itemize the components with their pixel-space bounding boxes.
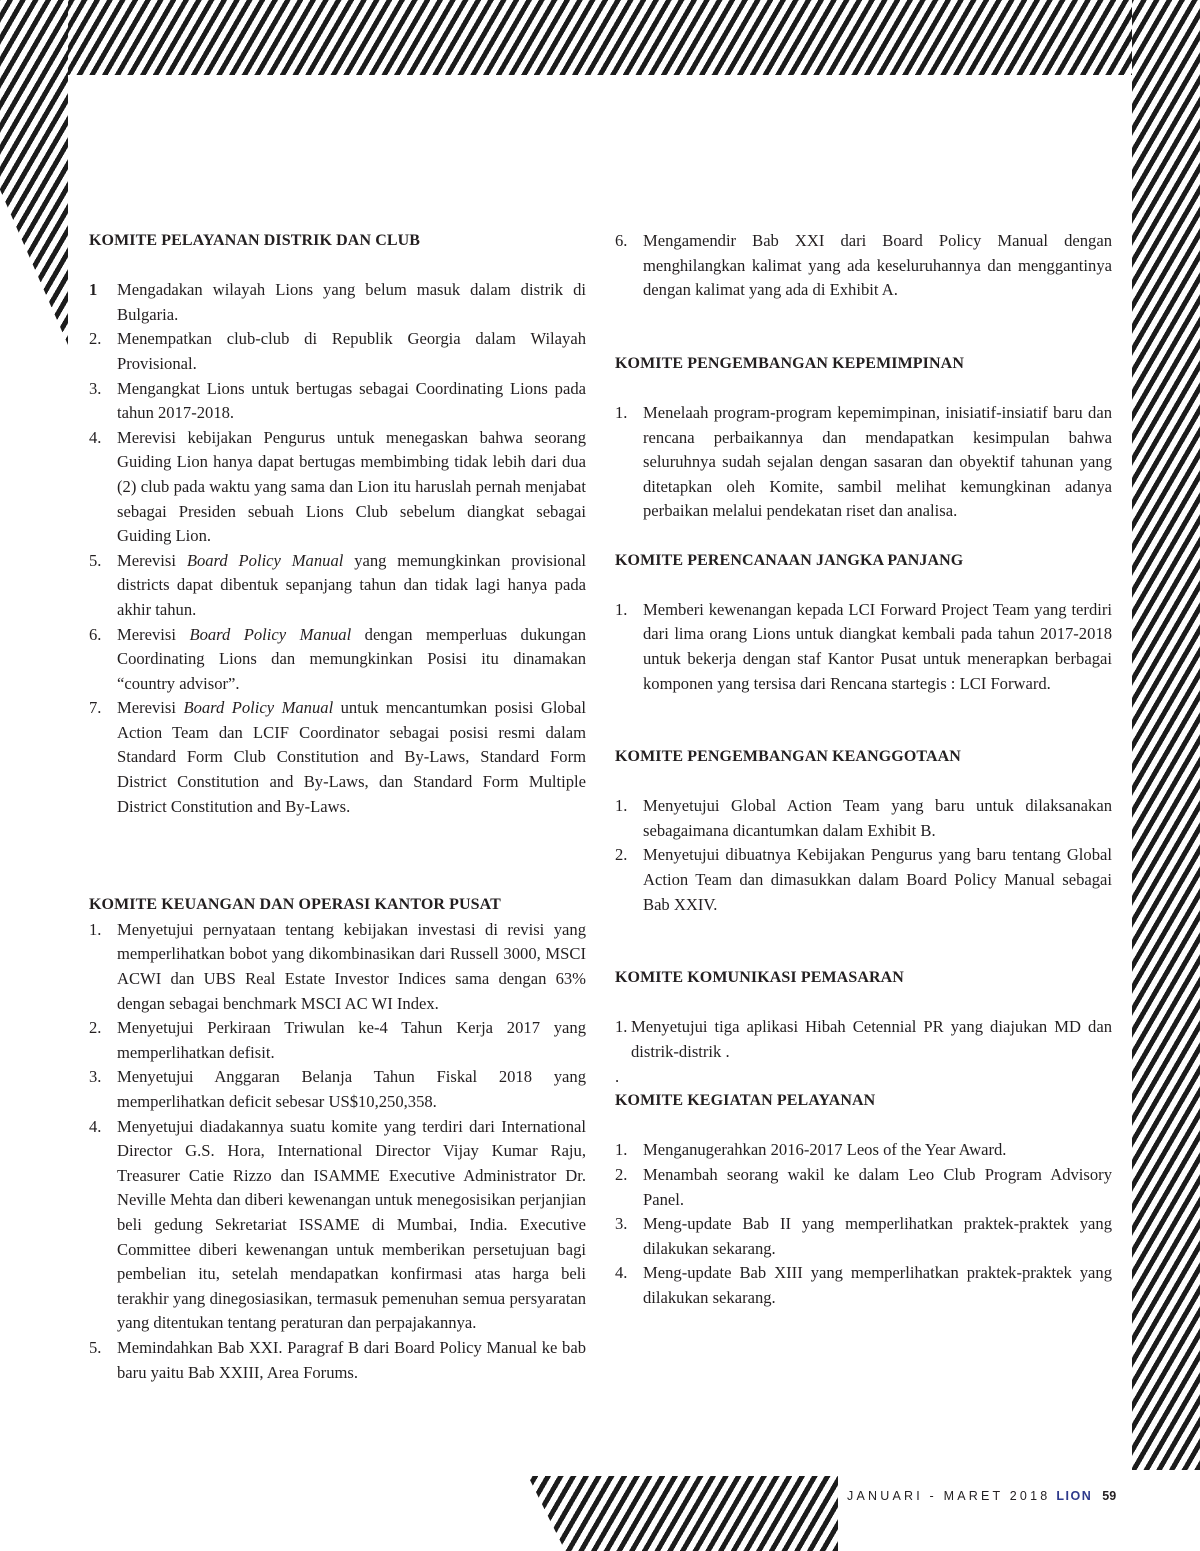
list-item [89, 377, 586, 426]
magazine-name: LION [1056, 1489, 1093, 1503]
numbered-list [615, 1138, 1112, 1310]
item-number: 1. [89, 919, 102, 939]
section-komite-komunikasi [615, 966, 1112, 1089]
numbered-list [89, 918, 586, 1385]
list-item [615, 229, 1112, 303]
item-text: Menempatkan club-club di Republik Georgia dalam Wilayah Provisional. [117, 329, 586, 373]
left-column [89, 229, 586, 1385]
section-komite-keuangan [89, 893, 586, 1385]
list-item [615, 1015, 1112, 1064]
item-number: 2. [615, 1165, 628, 1184]
numbered-list [615, 401, 1112, 524]
item-text-italic: Board Policy Manual [186, 550, 344, 570]
item-text-pre: Merevisi [117, 550, 187, 570]
item-number: 1. [615, 1017, 628, 1037]
stray-period: . [615, 1066, 620, 1086]
section-komite-keanggotaan [615, 745, 1112, 917]
item-number: 5. [89, 550, 102, 570]
item-number: 4. [615, 1263, 628, 1283]
item-number: 1. [615, 1140, 628, 1160]
item-text: Menyetujui Anggaran Belanja Tahun Fiskal 2018 yang memperlihatkan deficit sebesar US$10,250,358. [117, 1067, 586, 1111]
item-text: Menyetujui diadakannya suatu komite yang terdiri dari International Director G.S. Hora, International Director Vijay Kumar Raju, Treasurer Catie Rizzo dan ISAMME Executive Administrator Dr. Neville Mehta dan diberi kewenangan untuk menegosisikan perjanjian beli gedung Sekretariat ISSAME di Mumbai, India. Executive Committee diberi kewenangan untuk memberikan persetujuan bagi pembelian itu, setelah mendapatkan konfirmasi atas harga beli terakhir yang dinegosiasikan, termasuk pemenuhan semua persyaratan yang ditentukan tentang peraturan dan perpajakannya. [117, 1116, 586, 1333]
item-text: Menyetujui pernyataan tentang kebijakan investasi di revisi yang memperlihatkan bobot yang dikombinasikan dari Russell 3000, MSCI ACWI dan UBS Real Estate Investor Indices sama dengan 63% dengan sebagai benchmark MSCI AC WI Index. [117, 919, 586, 1013]
item-text-pre: Merevisi [117, 624, 190, 644]
list-item [89, 1115, 586, 1336]
item-number: 6. [615, 231, 628, 250]
item-text-post: dengan memperluas dukungan Coordinating Lions dan memungkinkan Posisi itu dinamakan “country advisor”. [117, 624, 586, 693]
item-number: 7. [89, 698, 102, 718]
item-text: Menelaah program-program kepemimpinan, inisiatif-insiatif baru dan rencana perbaikannya dan mendapatkan kesimpulan bahwa seluruhnya sudah sejalan dengan sasaran dan obyektif tahunan yang ditetapkan oleh Komite, sambil melihat kemungkinan adanya perbaikan melalui pendekatan riset dan analisa. [643, 402, 1112, 521]
section-heading: KOMITE PELAYANAN DISTRIK DAN CLUB [89, 232, 421, 249]
item-text-pre: Merevisi [117, 698, 184, 718]
item-text-post: yang memungkinkan provisional districts dapat dibentuk sepanjang tahun dan tidak lagi hanya pada akhir tahun. [117, 550, 586, 619]
list-item [89, 278, 586, 327]
page-footer [847, 1489, 1116, 1503]
right-column [615, 229, 1112, 1311]
item-number: 2. [615, 845, 628, 865]
item-number: 3. [615, 1214, 628, 1234]
section-heading: KOMITE PENGEMBANGAN KEPEMIMPINAN [615, 354, 964, 372]
section-komite-pelayanan [89, 229, 586, 819]
section-komite-kegiatan [615, 1089, 1112, 1310]
section-komite-kepemimpinan [615, 352, 1112, 524]
list-item [615, 1212, 1112, 1261]
page-number: 59 [1102, 1489, 1117, 1503]
list-item [615, 1261, 1112, 1310]
item-number: 2. [89, 329, 102, 349]
list-item [89, 1065, 586, 1114]
numbered-list [615, 794, 1112, 917]
list-item [89, 1336, 586, 1385]
numbered-list [615, 229, 1112, 303]
list-item [89, 696, 586, 819]
list-item [89, 623, 586, 697]
numbered-list [89, 278, 586, 819]
item-number: 3. [89, 378, 102, 398]
stripe-border-top [0, 0, 1200, 75]
item-number: 4. [89, 1116, 102, 1136]
item-text: Mengadakan wilayah Lions yang belum masuk dalam distrik di Bulgaria. [117, 280, 586, 324]
section-heading: KOMITE KEGIATAN PELAYANAN [615, 1092, 876, 1110]
item-number: 1. [615, 402, 628, 422]
section-heading: KOMITE PERENCANAAN JANGKA PANJANG [615, 551, 964, 569]
list-item [615, 794, 1112, 843]
item-text: Meng-update Bab II yang memperlihatkan praktek-praktek yang dilakukan sekarang. [643, 1214, 1112, 1258]
item-number: 1. [615, 796, 628, 816]
section-heading: KOMITE KOMUNIKASI PEMASARAN [615, 969, 904, 987]
item-number: 6. [89, 624, 102, 644]
item-number: 2. [89, 1018, 102, 1038]
item-text: Mengangkat Lions untuk bertugas sebagai Coordinating Lions pada tahun 2017-2018. [117, 378, 586, 423]
item-text: Mengamendir Bab XXI dari Board Policy Manual dengan menghilangkan kalimat yang ada keseluruhannya dan menggantinya dengan kalimat yang ada di Exhibit A. [643, 231, 1112, 300]
list-item [615, 401, 1112, 524]
item-number: 4. [89, 427, 102, 447]
item-text-italic: Board Policy Manual [189, 624, 352, 644]
issue-date: JANUARI - MARET 2018 [847, 1489, 1051, 1503]
list-item [89, 426, 586, 549]
numbered-list [615, 598, 1112, 696]
item-text: Memindahkan Bab XXI. Paragraf B dari Board Policy Manual ke bab baru yaitu Bab XXIII, Area Forums. [117, 1337, 586, 1382]
item-text: Menyetujui dibuatnya Kebijakan Pengurus yang baru tentang Global Action Team dan dimasukkan dalam Board Policy Manual sebagai Bab XXIV. [643, 845, 1112, 914]
item-text: Menyetujui Global Action Team yang baru untuk dilaksanakan sebagaimana dicantumkan dalam Exhibit B. [643, 796, 1112, 840]
section-heading: KOMITE PENGEMBANGAN KEANGGOTAAN [615, 748, 961, 766]
item-text-italic: Board Policy Manual [183, 698, 334, 718]
list-item [615, 598, 1112, 696]
list-item [615, 1163, 1112, 1212]
list-item [615, 1138, 1112, 1163]
item-number: 1 [89, 280, 98, 300]
section-komite-perencanaan [615, 549, 1112, 697]
list-item [89, 918, 586, 1016]
list-item [89, 327, 586, 376]
item-number: 5. [89, 1337, 102, 1357]
stripe-border-left [0, 0, 68, 345]
list-item [615, 843, 1112, 917]
stripe-border-right [1132, 0, 1200, 1470]
list-item [89, 549, 586, 623]
item-text: Menambah seorang wakil ke dalam Leo Club Program Advisory Panel. [643, 1165, 1112, 1209]
item-text: Menyetujui Perkiraan Triwulan ke-4 Tahun Kerja 2017 yang memperlihatkan defisit. [117, 1018, 586, 1062]
item-text: Menyetujui tiga aplikasi Hibah Cetennial PR yang diajukan MD dan distrik-distrik . [631, 1017, 1112, 1062]
item-text: Memberi kewenangan kepada LCI Forward Project Team yang terdiri dari lima orang Lions untuk diangkat kembali pada tahun 2017-2018 untuk bekerja dengan staf Kantor Pusat untuk menerapkan berbagai komponen yang tersisa dari Rencana startegis : LCI Forward. [643, 599, 1112, 693]
item-number: 3. [89, 1067, 102, 1087]
list-item [89, 1016, 586, 1065]
stripe-border-bottom [528, 1476, 838, 1551]
item-number: 1. [615, 599, 628, 619]
item-text: Meng-update Bab XIII yang memperlihatkan praktek-praktek yang dilakukan sekarang. [643, 1263, 1112, 1307]
item-text: Merevisi kebijakan Pengurus untuk menegaskan bahwa seorang Guiding Lion hanya dapat bertugas membimbing tidak lebih dari dua (2) club pada waktu yang sama dan Lion itu haruslah pernah menjabat sebagai Presiden sebuah Lions Club sebelum diangkat sebagai Guiding Lion. [117, 427, 586, 546]
numbered-list [615, 1015, 1112, 1064]
item-text: Menganugerahkan 2016-2017 Leos of the Year Award. [643, 1140, 1007, 1160]
item-text-post: untuk mencantumkan posisi Global Action Team dan LCIF Coordinator sebagai posisi resmi dalam Standard Form Club Constitution and By-Laws, Standard Form District Constitution and By-Laws, dan Standard Form Multiple District Constitution and By-Laws. [117, 698, 587, 816]
section-heading: KOMITE KEUANGAN DAN OPERASI KANTOR PUSAT [89, 896, 501, 914]
